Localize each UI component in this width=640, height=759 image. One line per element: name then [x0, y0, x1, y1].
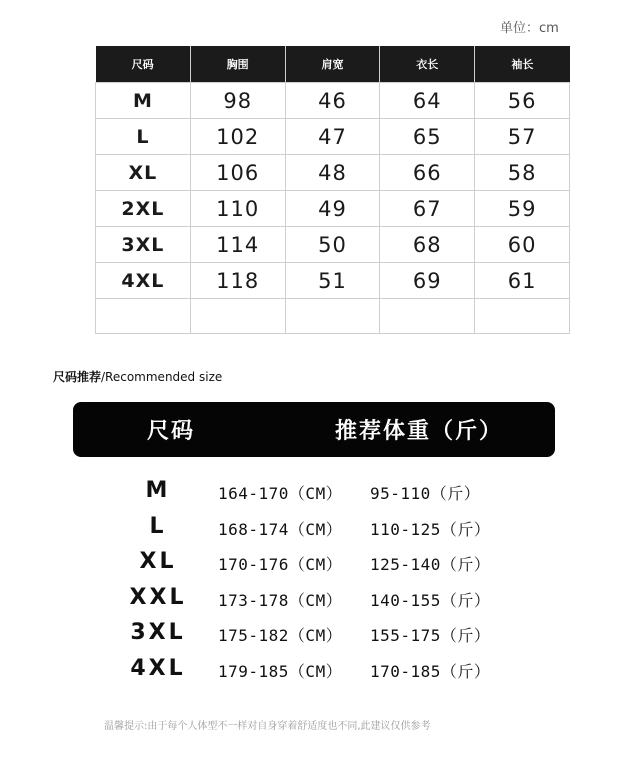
table-cell-shoulder: 46	[285, 83, 380, 119]
table-row	[96, 119, 570, 155]
recommendation-size: 3XL	[130, 620, 186, 645]
table-cell-chest: 102	[190, 119, 285, 155]
table-cell-length: 64	[380, 83, 475, 119]
header-shoulder: 肩宽	[285, 46, 380, 83]
table-cell-chest: 106	[190, 155, 285, 191]
recommendation-header-weight: 推荐体重（斤）	[335, 419, 504, 444]
table-row	[96, 227, 570, 263]
recommendation-header-size: 尺码	[147, 419, 196, 444]
table-cell-sleeve: 56	[475, 83, 570, 119]
table-cell-size: M	[96, 83, 191, 119]
table-cell-size: XL	[96, 155, 191, 191]
table-cell-shoulder: 47	[285, 119, 380, 155]
table-cell-chest: 98	[190, 83, 285, 119]
recommendation-height: 179-185（CM）	[218, 661, 343, 681]
table-cell-chest: 110	[190, 191, 285, 227]
recommended-size-heading-cn: 尺码推荐	[53, 370, 102, 384]
table-cell-sleeve: 57	[475, 119, 570, 155]
recommendation-size: 4XL	[130, 655, 186, 681]
recommendation-weight: 170-185（斤）	[370, 661, 491, 681]
table-cell-sleeve: 61	[475, 263, 570, 299]
table-cell-length: 66	[380, 155, 475, 191]
recommendation-row	[0, 616, 640, 652]
table-cell-sleeve: 59	[475, 191, 570, 227]
recommendation-size: L	[149, 513, 167, 539]
table-cell-empty	[285, 299, 380, 334]
table-cell-empty	[190, 299, 285, 334]
recommendation-height: 175-182（CM）	[218, 626, 343, 645]
table-cell-size: 3XL	[96, 227, 191, 263]
table-cell-size: 2XL	[96, 191, 191, 227]
recommendation-height: 173-178（CM）	[218, 590, 343, 610]
table-cell-size: L	[96, 119, 191, 155]
table-cell-length: 68	[380, 227, 475, 263]
table-cell-shoulder: 48	[285, 155, 380, 191]
recommendation-weight: 125-140（斤）	[370, 555, 491, 574]
recommendation-list	[0, 474, 640, 687]
header-length: 衣长	[380, 46, 475, 83]
recommendation-row	[0, 474, 640, 510]
header-sleeve: 袖长	[475, 46, 570, 83]
table-row	[96, 155, 570, 191]
table-cell-empty	[475, 299, 570, 334]
table-row	[96, 191, 570, 227]
recommendation-weight: 95-110（斤）	[370, 484, 481, 503]
table-cell-empty	[380, 299, 475, 334]
table-cell-length: 65	[380, 119, 475, 155]
recommendation-size: M	[145, 478, 171, 503]
recommendation-row	[0, 652, 640, 688]
table-cell-sleeve: 58	[475, 155, 570, 191]
table-row	[96, 263, 570, 299]
table-row	[96, 83, 570, 119]
table-cell-shoulder: 49	[285, 191, 380, 227]
recommendation-weight: 140-155（斤）	[370, 590, 491, 610]
table-cell-chest: 118	[190, 263, 285, 299]
recommendation-row	[0, 510, 640, 546]
size-measurement-table	[95, 46, 570, 334]
recommended-size-heading-en: /Recommended size	[101, 370, 223, 384]
table-cell-chest: 114	[190, 227, 285, 263]
header-size: 尺码	[96, 46, 191, 83]
table-cell-shoulder: 50	[285, 227, 380, 263]
recommendation-weight: 110-125（斤）	[370, 519, 491, 539]
unit-label: 单位：cm	[500, 21, 559, 36]
table-cell-empty	[96, 299, 191, 334]
recommendation-row	[0, 545, 640, 581]
recommendation-weight: 155-175（斤）	[370, 626, 491, 645]
table-cell-shoulder: 51	[285, 263, 380, 299]
recommendation-height: 164-170（CM）	[218, 484, 343, 503]
recommendation-row	[0, 581, 640, 617]
recommendation-header-bar	[73, 402, 555, 457]
footnote: 温馨提示:由于每个人体型不一样对自身穿着舒适度也不同,此建议仅供参考	[104, 721, 431, 732]
header-chest: 胸围	[190, 46, 285, 83]
recommendation-size: XL	[139, 549, 177, 574]
table-row-empty	[96, 299, 570, 334]
table-header-row	[96, 46, 570, 83]
table-cell-sleeve: 60	[475, 227, 570, 263]
table-cell-length: 69	[380, 263, 475, 299]
table-cell-size: 4XL	[96, 263, 191, 299]
table-cell-length: 67	[380, 191, 475, 227]
recommended-size-heading	[53, 368, 222, 385]
recommendation-height: 168-174（CM）	[218, 519, 343, 539]
recommendation-size: XXL	[129, 584, 187, 610]
recommendation-height: 170-176（CM）	[218, 555, 343, 574]
